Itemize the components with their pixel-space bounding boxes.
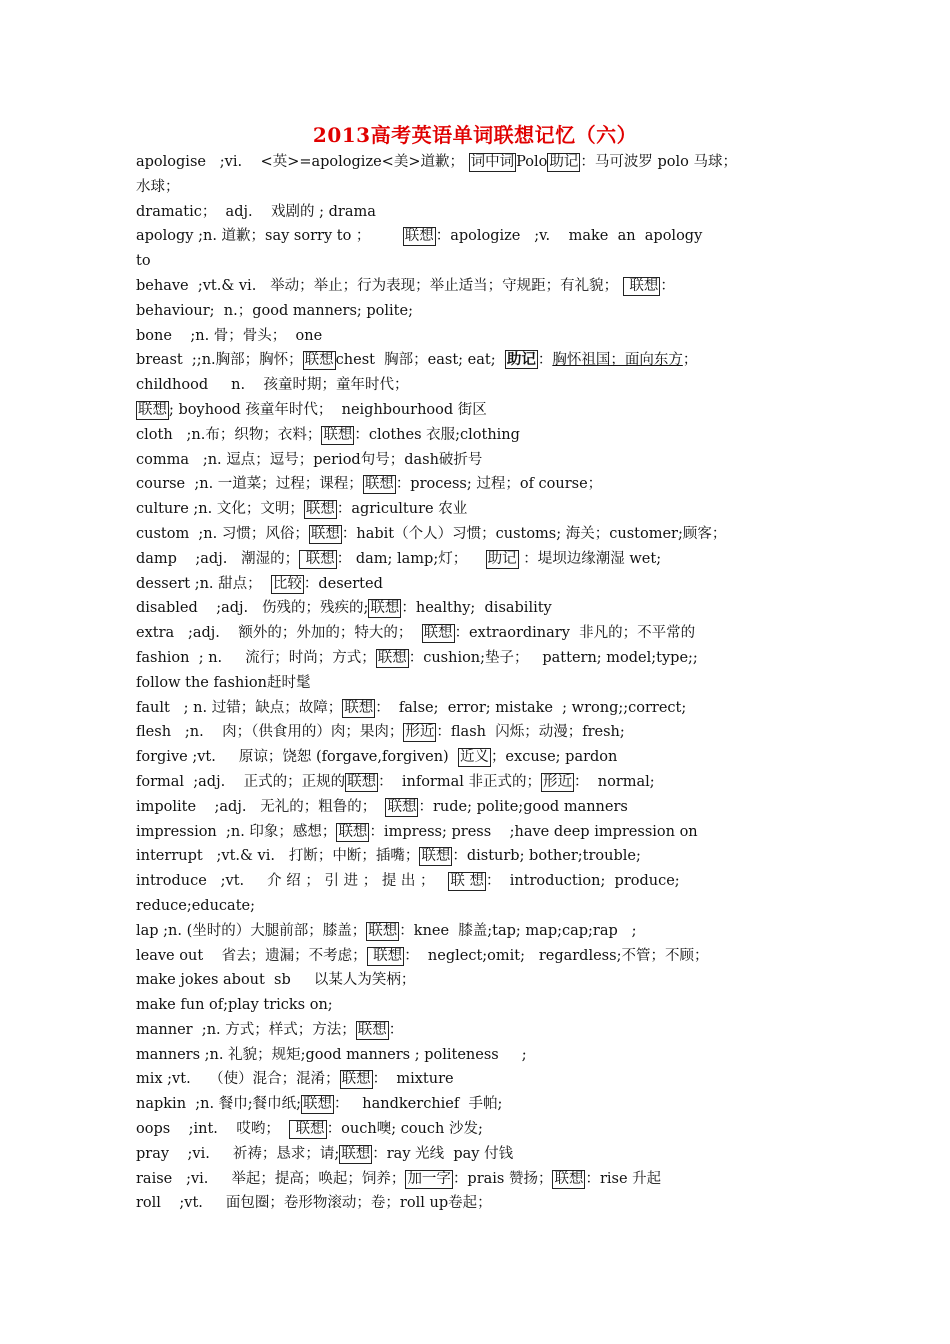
entry-text: ：cushion;垫子； pattern; model;type;; (408, 649, 698, 666)
entry-line (136, 993, 826, 1018)
entry-line (136, 770, 826, 795)
entry-line (136, 150, 826, 175)
entry-text: dramatic； adj. 戏剧的 ; drama (136, 203, 376, 220)
entry-line (136, 423, 826, 448)
entry-text: ：healthy; disability (401, 600, 552, 617)
entry-line (136, 944, 826, 969)
entry-text: lap ;n. (坐时的）大腿前部；膝盖； (136, 922, 367, 939)
entry-text: ： normal; (574, 773, 655, 790)
entry-line (136, 795, 826, 820)
boxed-label: 联想 (368, 947, 403, 964)
entry-line (136, 324, 826, 349)
boxed-label: 联想 (344, 699, 374, 716)
entry-text: ：apologize ;v. make an apology (435, 228, 703, 245)
entry-text: pray ;vi. 祈祷；恳求；请; (136, 1145, 340, 1162)
entry-line (136, 968, 826, 993)
entry-text: ：extraordinary 非凡的；不平常的 (454, 625, 696, 642)
entry-text: ：rude; polite;good manners (418, 798, 628, 815)
entry-text: course ;n. 一道菜；过程；课程； (136, 476, 363, 493)
entry-text: leave out 省去；遗漏；不考虑； (136, 947, 367, 964)
entry-text: manners ;n. 礼貌；规矩;good manners ; politeness ; (136, 1046, 527, 1063)
entry-line (136, 696, 826, 721)
entry-line (136, 522, 826, 547)
boxed-label: 联想 (302, 1096, 332, 1113)
entry-text: behave ;vt.& vi. 举动；举止；行为表现；举止适当；守规距；有礼貌； (136, 277, 623, 294)
entry-text: ： false; error; mistake ; wrong;;correct; (375, 699, 687, 716)
boxed-label: 联 想 (450, 873, 484, 890)
entry-line (136, 919, 826, 944)
boxed-label: 联想 (323, 426, 353, 443)
entry-text: reduce;educate; (136, 897, 255, 914)
entry-text: ： (660, 277, 675, 294)
entry-line (136, 175, 826, 200)
entry-line (136, 820, 826, 845)
boxed-label: 助记 (549, 154, 579, 170)
entry-text: apologise ;vi. <英>=apologize<美>道歉； (136, 154, 469, 170)
entry-text: impolite ;adj. 无礼的；粗鲁的； (136, 798, 386, 815)
entry-text: ： dam; lamp;灯； (336, 550, 486, 567)
entry-text: ：knee 膝盖;tap; map;cap;rap ; (399, 922, 637, 939)
entry-text: ：ray 光线 pay 付钱 (372, 1145, 514, 1162)
entry-text: breast ;;n.胸部；胸怀； (136, 352, 303, 369)
entry-line (136, 398, 826, 423)
entry-text: make fun of;play tricks on; (136, 997, 333, 1014)
boxed-label: 联想 (357, 1021, 387, 1038)
boxed-label: 近义 (459, 749, 489, 766)
entry-text: damp ;adj. 潮湿的； (136, 550, 300, 567)
entry-text: behaviour; n.；good manners; polite; (136, 302, 413, 319)
boxed-label: 加一字 (407, 1170, 451, 1187)
entry-text: ： mixture (372, 1071, 454, 1088)
entry-text: make jokes about sb 以某人为笑柄； (136, 972, 416, 989)
entry-text: ： (537, 352, 553, 369)
entry-line (136, 646, 826, 671)
entry-line (136, 224, 826, 249)
entry-text: disabled ;adj. 伤残的；残疾的; (136, 600, 369, 617)
boxed-label: 联想 (341, 1145, 371, 1162)
entry-line (136, 572, 826, 597)
entry-text: ；excuse; pardon (490, 749, 618, 766)
entry-line (136, 1018, 826, 1043)
boxed-label: 联想 (554, 1170, 584, 1187)
entry-line (136, 348, 826, 373)
entry-text: to (136, 253, 151, 270)
entry-line (136, 1167, 826, 1192)
entry-text: ：impress; press ;have deep impression on (369, 823, 698, 840)
entry-text: ：马可波罗 polo 马球； (580, 154, 737, 170)
entry-line (136, 1067, 826, 1092)
entry-line (136, 720, 826, 745)
entry-text: ： informal 非正式的； (378, 773, 542, 790)
entry-text: ：rise 升起 (585, 1170, 662, 1187)
entry-text: follow the fashion赶时髦 (136, 674, 311, 691)
boxed-label: 联想 (301, 550, 335, 567)
entry-text: ：disturb; bother;trouble; (452, 848, 641, 865)
entry-line (136, 1142, 826, 1167)
boxed-label: 形近 (543, 773, 573, 790)
page-title: 2013高考英语单词联想记忆（六） (312, 123, 638, 147)
boxed-label: 联想 (370, 600, 400, 617)
boxed-label: 联想 (138, 401, 167, 418)
entry-text: manner ;n. 方式；样式；方法； (136, 1021, 356, 1038)
entry-text: dessert ;n. 甜点； (136, 575, 271, 592)
entry-line (136, 1191, 826, 1216)
entry-text: impression ;n. 印象；感想； (136, 823, 337, 840)
entry-text: ：prais 赞扬； (452, 1170, 553, 1187)
entry-line (136, 200, 826, 225)
entry-line (136, 745, 826, 770)
entry-line (136, 1117, 826, 1142)
entry-text: Polo (516, 154, 548, 170)
entry-text: extra ;adj. 额外的；外加的；特大的； (136, 625, 422, 642)
entry-line (136, 1092, 826, 1117)
entry-text: ：clothes 衣服;clothing (354, 426, 520, 443)
entry-text: raise ;vi. 举起；提高；唤起；饲养； (136, 1170, 406, 1187)
boxed-label: 联想 (377, 649, 407, 666)
boxed-label: 联想 (310, 525, 340, 542)
entry-text: ； (682, 352, 698, 369)
boxed-label: 联想 (304, 352, 334, 369)
boxed-label: 联想 (624, 277, 659, 294)
boxed-label: 词中词 (470, 154, 515, 170)
entry-line (136, 472, 826, 497)
entry-line (136, 894, 826, 919)
entry-text: ：堤坝边缘潮湿 wet; (518, 550, 662, 567)
entry-text: roll ;vt. 面包圈；卷形物滚动；卷；roll up卷起； (136, 1195, 492, 1212)
entry-text: apology ;n. 道歉；say sorry to ； (136, 228, 403, 245)
boxed-label: 联想 (291, 1121, 325, 1138)
entry-text: ：flash 闪烁；动漫；fresh; (436, 724, 625, 741)
entry-line (136, 448, 826, 473)
entry-text: ：agriculture 农业 (336, 501, 468, 518)
boxed-label: 联想 (421, 848, 451, 865)
entry-line (136, 497, 826, 522)
boxed-label: 助记 (487, 550, 517, 567)
entry-text: bone ;n. 骨；骨头； one (136, 327, 323, 344)
entry-text: mix ;vt. （使）混合；混淆； (136, 1071, 340, 1088)
entry-text: fashion ; n. 流行；时尚；方式； (136, 649, 376, 666)
boxed-label: 联想 (404, 228, 434, 245)
entry-line (136, 249, 826, 274)
entry-text: chest 胸部；east; eat; (335, 352, 505, 369)
entry-text: forgive ;vt. 原谅；饶恕 (forgave,forgiven) (136, 749, 458, 766)
boxed-label: 助记 (506, 351, 536, 369)
boxed-label: 联想 (338, 823, 368, 840)
entry-text: introduce ;vt. 介 绍 ； 引 进 ； 提 出 ； (136, 873, 449, 890)
entry-text: ：deserted (303, 575, 383, 592)
entry-text: childhood n. 孩童时期；童年时代； (136, 377, 409, 394)
entry-text: oops ;int. 哎哟； (136, 1121, 290, 1138)
entry-text: formal ;adj. 正式的；正规的 (136, 773, 346, 790)
entry-text: ： (388, 1021, 404, 1038)
boxed-label: 联想 (347, 773, 377, 790)
entry-text: ： neglect;omit; regardless;不管；不顾； (404, 947, 709, 964)
entry-text: custom ;n. 习惯；风俗； (136, 525, 309, 542)
entry-text: 胸怀祖国；面向东方 (552, 352, 683, 369)
entry-line (136, 1043, 826, 1068)
entry-text: cloth ;n.布；织物；衣料； (136, 426, 322, 443)
entry-text: ：ouch噢; couch 沙发; (326, 1121, 483, 1138)
entry-text: culture ;n. 文化；文明； (136, 501, 304, 518)
entry-text: napkin ;n. 餐巾;餐巾纸; (136, 1096, 301, 1113)
boxed-label: 联想 (341, 1071, 371, 1088)
entry-text: ：process; 过程；of course； (395, 476, 603, 493)
entry-line (136, 671, 826, 696)
entry-line (136, 844, 826, 869)
entry-text: fault ; n. 过错；缺点；故障； (136, 699, 343, 716)
boxed-label: 联想 (368, 922, 398, 939)
entry-line (136, 621, 826, 646)
entry-text: ： handkerchief 手帕; (333, 1096, 503, 1113)
entry-line (136, 299, 826, 324)
entry-text: ; boyhood 孩童年时代； neighbourhood 街区 (169, 401, 487, 418)
entry-text: ： introduction; produce; (485, 873, 680, 890)
entry-line (136, 547, 826, 572)
entry-line (136, 373, 826, 398)
boxed-label: 形近 (405, 724, 435, 741)
entry-line (136, 596, 826, 621)
boxed-label: 联想 (305, 501, 335, 518)
entry-text: ：habit（个人）习惯；customs; 海关；customer;顾客； (341, 525, 727, 542)
entry-text: 水球； (136, 178, 180, 195)
boxed-label: 比较 (272, 575, 302, 592)
entry-line (136, 274, 826, 299)
entry-text: comma ;n. 逗点；逗号；period句号；dash破折号 (136, 451, 483, 468)
boxed-label: 联想 (423, 625, 453, 642)
boxed-label: 联想 (364, 476, 394, 493)
entry-line (136, 869, 826, 894)
entry-text: interrupt ;vt.& vi. 打断；中断；插嘴； (136, 848, 420, 865)
vocabulary-list (136, 150, 826, 1216)
entry-text: flesh ;n. 肉；（供食用的）肉；果肉； (136, 724, 404, 741)
boxed-label: 联想 (387, 798, 417, 815)
